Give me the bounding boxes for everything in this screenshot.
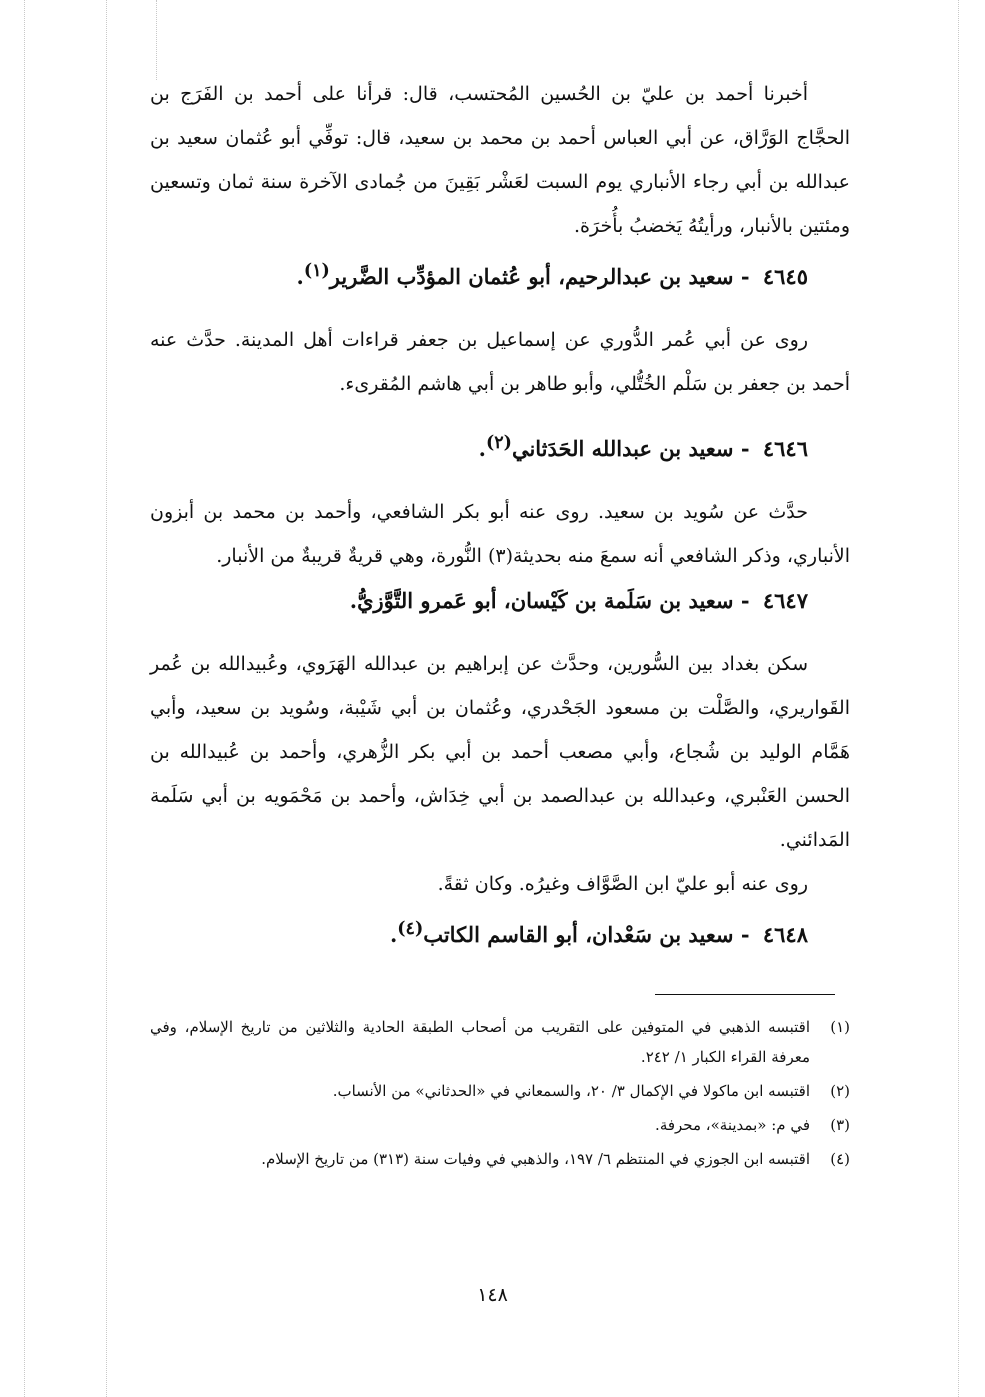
entry-number: ٤٦٤٧ — [762, 588, 808, 613]
footnote-ref: (١) — [303, 261, 330, 281]
body-paragraph: سكن بغداد بين السُّورين، وحدَّث عن إبراهيم بن عبدالله الهَرَوي، وعُبيدالله بن عُمر القَواريري، والصَّلْت بن مسعود الجَحْدري، وعُثمان بن أبي شَيْبة، وسُويد بن سعيد، وأبي هَمَّام الوليد بن شُجاع، وأبي مصعب أحمد بن أبي بكر الزُّهري، وأحمد بن عُبيدالله بن الحسن العَنْبري، وعبدالله بن عبدالصمد بن أبي خِدَاش، وأحمد بن مَحْمَويه بن أبي سَلَمة المَدائني. — [150, 653, 850, 851]
dash: - — [740, 922, 750, 947]
footnote — [150, 1110, 850, 1140]
body-paragraph: أخبرنا أحمد بن عليّ بن الحُسين المُحتسب، قال: قرأنا على أحمد بن الفَرَج بن الحجَّاج الوَرَّاق، عن أبي العباس أحمد بن محمد بن سعيد، قال: توفِّي أبو عُثمان سعيد بن عبدالله بن أبي رجاء الأنباري يوم السبت لعَشْر بَقِينَ من جُمادى الآخرة سنة ثمان وتسعين ومئتين بالأنبار، ورأيتُهُ يَخضبُ بأُخرَة. — [150, 83, 850, 237]
entry-title: سعيد بن عبدالله الحَدَثاني — [511, 436, 734, 461]
footnote-ref: (٤) — [397, 919, 424, 939]
entry-title: سعيد بن سَلَمة بن كَيْسان، أبو عَمرو التَّوَّزيُّ — [357, 588, 734, 613]
entry-number: ٤٦٤٥ — [762, 264, 808, 289]
entry-heading: ٤٦٤٨ - سعيد بن سَعْدان، أبو القاسم الكاتب$^{(٤)}$. — [389, 919, 808, 947]
footnote-text: اقتبسه ابن الجوزي في المنتظم ٦/ ١٩٧، والذهبي في وفيات سنة (٣١٣) من تاريخ الإسلام. — [261, 1150, 810, 1168]
entry-4646 — [150, 420, 850, 578]
entry-title: سعيد بن عبدالرحيم، أبو عُثمان المؤدِّب الضَّرير — [329, 264, 734, 289]
footnote-mark: (٣) — [830, 1116, 850, 1134]
entry-4647 — [150, 578, 850, 906]
footnote-mark: (١) — [830, 1018, 850, 1036]
entry-4648 — [150, 906, 850, 958]
footnote — [150, 1144, 850, 1174]
entry-number: ٤٦٤٦ — [762, 436, 808, 461]
scan-artifact-top — [156, 0, 157, 80]
footnotes — [150, 1012, 850, 1178]
entry-number: ٤٦٤٨ — [762, 922, 808, 947]
footnote-text: في م: «بمدينة»، محرفة. — [655, 1116, 810, 1134]
entry-title: سعيد بن سَعْدان، أبو القاسم الكاتب — [423, 922, 734, 947]
footnote-text: اقتبسه الذهبي في المتوفين على التقريب من أصحاب الطبقة الحادية والثلاثين من تاريخ الإسلام، وفي معرفة القراء الكبار ١/ ٢٤٢. — [150, 1018, 810, 1066]
footnote-mark: (٤) — [830, 1150, 850, 1168]
footnote — [150, 1012, 850, 1072]
scan-artifact-right — [958, 0, 959, 1397]
entry-heading: ٤٦٤٧ - سعيد بن سَلَمة بن كَيْسان، أبو عَمرو التَّوَّزيُّ. — [349, 588, 808, 613]
footnote-mark: (٢) — [830, 1082, 850, 1100]
page-body — [150, 72, 850, 976]
dash: - — [740, 264, 750, 289]
footnote — [150, 1076, 850, 1106]
entry-continuation — [150, 72, 850, 248]
entry-heading: ٤٦٤٥ - سعيد بن عبدالرحيم، أبو عُثمان المؤدِّب الضَّرير$^{(١)}$. — [296, 261, 808, 289]
entry-4645 — [150, 248, 850, 406]
scan-artifact-left-inner — [106, 0, 107, 1397]
scan-artifact-left — [24, 0, 25, 1397]
entry-heading: ٤٦٤٦ - سعيد بن عبدالله الحَدَثاني$^{(٢)}$. — [478, 433, 808, 461]
dash: - — [740, 436, 750, 461]
footnote-text: اقتبسه ابن ماكولا في الإكمال ٣/ ٢٠، والسمعاني في «الحدثاني» من الأنساب. — [332, 1082, 810, 1100]
body-paragraph: روى عنه أبو عليّ ابن الصَّوَّاف وغيرُه. وكان ثقةً. — [437, 873, 808, 895]
footnote-separator — [655, 994, 835, 995]
dash: - — [740, 588, 750, 613]
body-paragraph: روى عن أبي عُمر الدُّوري عن إسماعيل بن جعفر قراءات أهل المدينة. حدَّث عنه أحمد بن جعفر بن سَلْم الخُتُّلي، وأبو طاهر بن أبي هاشم المُقرىء. — [150, 329, 850, 395]
footnote-ref: (٢) — [485, 433, 512, 453]
page-number: ١٤٨ — [477, 1284, 508, 1306]
body-paragraph: حدَّث عن سُويد بن سعيد. روى عنه أبو بكر الشافعي، وأحمد بن محمد بن أبزون الأنباري، وذكر الشافعي أنه سمعَ منه بحديثة(٣) النُّورة، وهي قريةٌ قريبةٌ من الأنبار. — [150, 501, 850, 567]
